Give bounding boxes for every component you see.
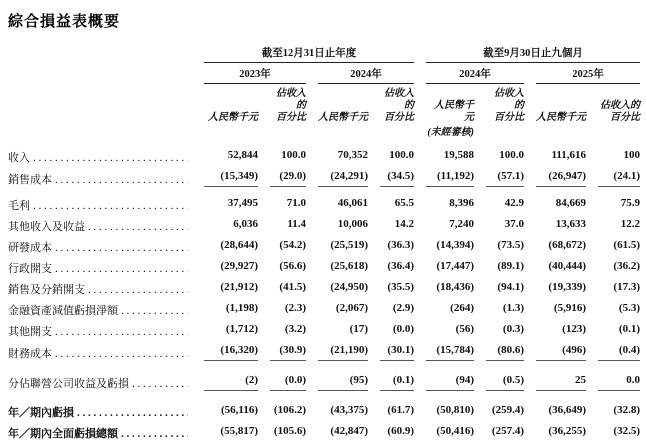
dot-leader	[33, 200, 188, 213]
row-label	[8, 187, 192, 213]
cell-percent: (0.1)	[618, 323, 640, 335]
cell-amount: (42,847)	[330, 425, 368, 437]
cell-amount: (17)	[349, 323, 368, 335]
row-label-text: 分佔聯營公司收益及虧損	[8, 378, 129, 390]
year-2024-annual: 2024年	[306, 63, 414, 84]
cell-amount: (50,810)	[436, 404, 474, 416]
income-statement-table	[8, 45, 640, 441]
subheader-amount-2023: 人民幣千元	[208, 112, 258, 123]
subheader-pct-2024-annual: 佔收入的 百分比	[384, 88, 414, 123]
cell-percent: (32.5)	[613, 425, 640, 437]
row-label-text: 銷售成本	[8, 174, 52, 186]
cell-percent: (60.9)	[387, 425, 414, 437]
row-label	[8, 297, 192, 318]
cell-percent: (105.6)	[273, 425, 306, 437]
cell-amount: (15,784)	[414, 339, 474, 361]
row-label	[8, 318, 192, 339]
period-group-annual	[192, 45, 414, 63]
cell-amount: (94)	[414, 361, 474, 391]
cell-amount: 25	[524, 361, 586, 391]
cell-amount: (40,444)	[548, 260, 586, 272]
cell-amount: 37,495	[227, 197, 258, 209]
table-row	[8, 165, 640, 187]
cell-percent: 11.4	[287, 218, 306, 230]
cell-amount: (15,349)	[192, 165, 258, 187]
cell-percent: (29.0)	[258, 165, 306, 187]
table-row	[8, 318, 640, 339]
cell-percent: (80.6)	[474, 339, 524, 361]
cell-amount: (36,255)	[548, 425, 586, 437]
cell-percent: (5.3)	[618, 302, 640, 314]
row-label	[8, 234, 192, 255]
cell-percent: (0.5)	[474, 361, 524, 391]
cell-amount: (26,947)	[524, 165, 586, 187]
row-label	[8, 276, 192, 297]
cell-amount: (496)	[524, 339, 586, 361]
row-label-text: 年／期內虧損	[8, 407, 74, 419]
cell-amount: 10,006	[337, 218, 368, 230]
row-label-text: 行政開支	[8, 263, 52, 275]
cell-percent: 37.0	[504, 218, 524, 230]
cell-percent: 71.0	[286, 197, 306, 209]
subheader-amount-2025: 人民幣千元	[536, 112, 586, 123]
cell-amount: 6,036	[233, 218, 258, 230]
cell-amount: (16,320)	[192, 339, 258, 361]
cell-amount: (2,067)	[335, 302, 368, 314]
dot-leader	[55, 174, 188, 187]
cell-percent: (1.3)	[502, 302, 524, 314]
year-row	[8, 63, 640, 84]
row-label-text: 收入	[8, 152, 30, 164]
cell-percent: (41.5)	[279, 281, 306, 293]
year-2025: 2025年	[524, 63, 640, 84]
cell-percent: (0.3)	[502, 323, 524, 335]
row-label-text: 研發成本	[8, 242, 52, 254]
cell-amount: (18,436)	[436, 281, 474, 293]
row-label-text: 銷售及分銷開支	[8, 284, 85, 296]
dot-leader	[121, 428, 188, 441]
cell-percent: (56.6)	[279, 260, 306, 272]
subheader-pct-2025: 佔收入的 百分比	[600, 100, 640, 123]
row-label-text: 其他開支	[8, 326, 52, 338]
dot-leader	[77, 407, 188, 420]
period-group-annual-label: 截至12月31日止年度	[204, 45, 414, 63]
table-row	[8, 361, 640, 391]
table-row	[8, 339, 640, 361]
table-row	[8, 213, 640, 234]
subheader-pct-2024-ninemonths: 佔收入的 百分比	[494, 88, 524, 123]
cell-amount: (36,649)	[548, 404, 586, 416]
cell-amount: (95)	[306, 361, 368, 391]
cell-amount: (1,712)	[225, 323, 258, 335]
row-label	[8, 361, 192, 391]
cell-amount: (25,519)	[330, 239, 368, 251]
cell-percent: (30.9)	[258, 339, 306, 361]
dot-leader	[121, 305, 188, 318]
row-label	[8, 255, 192, 276]
subheader-row	[8, 84, 640, 144]
cell-percent: (2.3)	[284, 302, 306, 314]
cell-amount: (55,817)	[220, 425, 258, 437]
cell-percent: (89.1)	[497, 260, 524, 272]
cell-percent: 100.0	[281, 149, 306, 161]
cell-amount: (50,416)	[436, 425, 474, 437]
cell-percent: (3.2)	[284, 323, 306, 335]
cell-amount: (28,644)	[220, 239, 258, 251]
header-spacer	[8, 45, 192, 63]
cell-percent: (257.4)	[491, 425, 524, 437]
subheader-pct-2023: 佔收入的 百分比	[276, 88, 306, 123]
cell-percent: (61.5)	[613, 239, 640, 251]
cell-amount: (24,291)	[306, 165, 368, 187]
cell-amount: (56)	[455, 323, 474, 335]
cell-amount: (19,339)	[548, 281, 586, 293]
cell-amount: 8,396	[449, 197, 474, 209]
cell-percent: (57.1)	[474, 165, 524, 187]
cell-amount: 19,588	[443, 149, 474, 161]
row-label-text: 年／期內全面虧損總額	[8, 428, 118, 440]
cell-percent: (17.3)	[613, 281, 640, 293]
cell-amount: (25,618)	[330, 260, 368, 272]
row-label	[8, 144, 192, 165]
cell-percent: (0.0)	[392, 323, 414, 335]
cell-amount: (21,190)	[306, 339, 368, 361]
cell-percent: (259.4)	[491, 404, 524, 416]
period-group-row	[8, 45, 640, 63]
cell-amount: 13,633	[555, 218, 586, 230]
cell-percent: (34.5)	[368, 165, 414, 187]
table-row	[8, 234, 640, 255]
subheader-amount-2024-ninemonths: 人民幣千元 (未經審核)	[427, 100, 474, 138]
dot-leader	[55, 348, 188, 361]
cell-amount: 84,669	[555, 197, 586, 209]
cell-amount: 111,616	[551, 149, 586, 161]
cell-percent: (35.5)	[387, 281, 414, 293]
row-label-text: 財務成本	[8, 348, 52, 360]
period-group-ninemonths-label: 截至9月30日止九個月	[426, 45, 640, 63]
dot-leader	[33, 152, 188, 165]
dot-leader	[132, 378, 188, 391]
cell-percent: (94.1)	[497, 281, 524, 293]
row-label	[8, 420, 192, 441]
cell-amount: (264)	[450, 302, 474, 314]
cell-percent: 14.2	[394, 218, 414, 230]
cell-percent: (54.2)	[279, 239, 306, 251]
row-label	[8, 213, 192, 234]
cell-percent: (0.1)	[368, 361, 414, 391]
cell-amount: (5,916)	[553, 302, 586, 314]
cell-percent: (36.4)	[387, 260, 414, 272]
cell-percent: 100	[623, 149, 640, 161]
dot-leader	[88, 221, 188, 234]
period-group-ninemonths	[414, 45, 640, 63]
cell-percent: (30.1)	[368, 339, 414, 361]
cell-percent: (24.1)	[586, 165, 640, 187]
cell-amount: 52,844	[227, 149, 258, 161]
table-row	[8, 391, 640, 420]
table-row	[8, 187, 640, 213]
year-2023: 2023年	[192, 63, 306, 84]
cell-percent: 100.0	[389, 149, 414, 161]
row-label-text: 金融資產減值虧損淨額	[8, 305, 118, 317]
table-row	[8, 297, 640, 318]
cell-percent: 0.0	[586, 361, 640, 391]
year-2024-ninemonths: 2024年	[414, 63, 524, 84]
cell-amount: (1,198)	[225, 302, 258, 314]
cell-amount: (68,672)	[548, 239, 586, 251]
cell-percent: 100.0	[499, 149, 524, 161]
table-row	[8, 255, 640, 276]
cell-percent: 42.9	[504, 197, 524, 209]
row-label-text: 毛利	[8, 200, 30, 212]
cell-amount: (43,375)	[330, 404, 368, 416]
cell-amount: (14,394)	[436, 239, 474, 251]
cell-percent: (0.0)	[258, 361, 306, 391]
cell-percent: (32.8)	[613, 404, 640, 416]
cell-percent: (36.3)	[387, 239, 414, 251]
cell-percent: (0.4)	[586, 339, 640, 361]
table-row	[8, 144, 640, 165]
cell-amount: (29,927)	[220, 260, 258, 272]
cell-amount: (17,447)	[436, 260, 474, 272]
row-label-text: 其他收入及收益	[8, 221, 85, 233]
table-row	[8, 420, 640, 441]
cell-percent: 12.2	[620, 218, 640, 230]
cell-percent: 65.5	[394, 197, 414, 209]
cell-amount: (123)	[562, 323, 586, 335]
cell-amount: 46,061	[337, 197, 368, 209]
dot-leader	[55, 263, 188, 276]
table-row	[8, 276, 640, 297]
row-label	[8, 339, 192, 361]
cell-amount: 70,352	[337, 149, 368, 161]
cell-percent: (61.7)	[387, 404, 414, 416]
cell-percent: (106.2)	[273, 404, 306, 416]
unaudited-note: (未經審核)	[427, 127, 474, 138]
cell-amount: (11,192)	[414, 165, 474, 187]
dot-leader	[55, 326, 188, 339]
page-title: 綜合損益表概要	[8, 12, 121, 30]
cell-percent: (2.9)	[392, 302, 414, 314]
cell-percent: (73.5)	[497, 239, 524, 251]
row-label	[8, 391, 192, 420]
cell-percent: 75.9	[620, 197, 640, 209]
dot-leader	[55, 242, 188, 255]
subheader-amount-2024-annual: 人民幣千元	[318, 112, 368, 123]
cell-amount: (21,912)	[220, 281, 258, 293]
dot-leader	[88, 284, 188, 297]
cell-amount: 7,240	[449, 218, 474, 230]
cell-percent: (36.2)	[613, 260, 640, 272]
cell-amount: (2)	[192, 361, 258, 391]
cell-amount: (56,116)	[221, 404, 258, 416]
row-label	[8, 165, 192, 187]
cell-amount: (24,950)	[330, 281, 368, 293]
